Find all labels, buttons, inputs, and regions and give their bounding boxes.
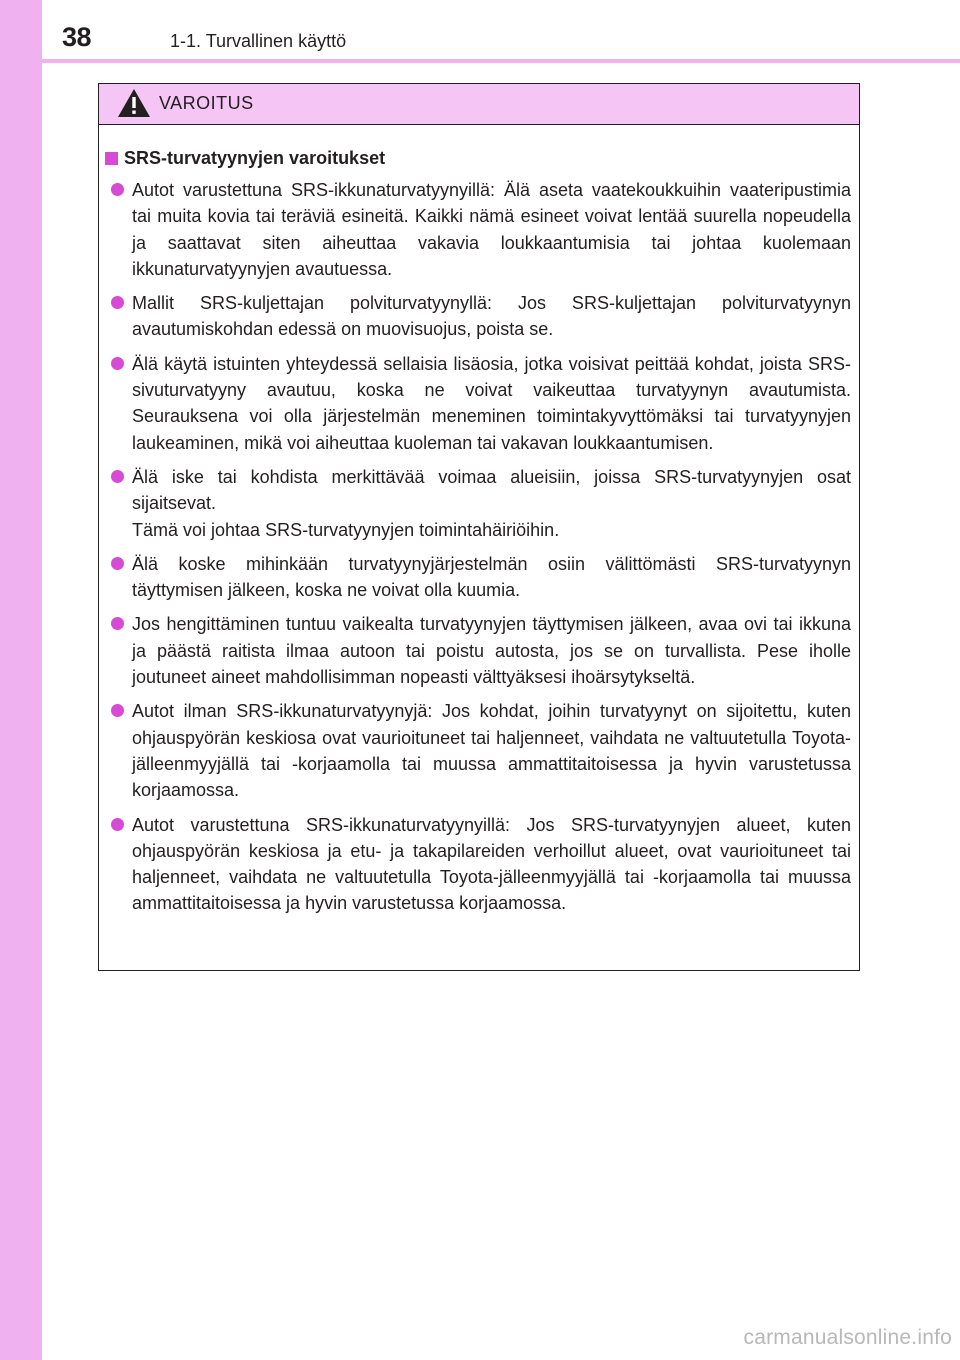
list-item-text: Autot varustettuna SRS-ikkunaturvatyynyillä: Älä aseta vaatekoukkuihin vaateripustimia tai muita kovia tai teräviä esineitä. Kaikki nämä esineet voivat lentää suurella nopeudella ja saattavat siten aiheuttaa vakavia loukkaantumisia tai johtaa kuolemaan ikkunaturvatyynyjen avautuessa. [132,180,851,279]
warning-body [99,125,859,917]
bullet-icon [111,296,124,309]
list-item-text: Autot varustettuna SRS-ikkunaturvatyynyillä: Jos SRS-turvatyynyjen alueet, kuten ohjauspyörän keskiosa ja etu- ja takapilareiden verhoillut alueet, ovat vaurioituneet tai haljenneet, vaihdata ne valtuutetulla Toyota-jälleenmyyjällä tai -korjaamolla tai muussa ammattitaitoisessa ja hyvin varustetussa korjaamossa. [132,814,851,914]
list-item-text: Älä iske tai kohdista merkittävää voimaa alueisiin, joissa SRS-turvatyynyjen osat sijaitsevat. Tämä voi johtaa SRS-turvatyynyjen toimintahäiriöihin. [132,466,851,540]
bullet-icon [111,183,124,196]
list-item-text: Älä käytä istuinten yhteydessä sellaisia lisäosia, jotka voisivat peittää kohdat, joista SRS-sivuturvatyyny avautuu, koska ne voivat vaikeuttaa turvatyynyn avautumista. Seurauksena voi olla järjestelmän meneminen toimintakyvyttömäksi tai turvatyynyjen laukeaminen, mikä voi aiheuttaa kuoleman tai vakavan loukkaantumisen. [132,353,851,453]
list-item [105,351,853,456]
side-tab-strip [0,0,42,1360]
list-item-text: Mallit SRS-kuljettajan polviturvatyynyllä: Jos SRS-kuljettajan polviturvatyynyn avautumiskohdan edessä on muovisuojus, poista se. [132,293,851,340]
header-rule [42,59,960,63]
warning-triangle-icon [117,88,151,118]
bullet-icon [111,557,124,570]
bullet-icon [111,357,124,370]
watermark-link[interactable]: carmanualsonline.info [743,1326,952,1349]
list-item [105,290,853,343]
warning-subheading-text: SRS-turvatyynyjen varoitukset [124,148,386,168]
warning-box [98,83,860,971]
bullet-icon [111,818,124,831]
list-item-text: Älä koske mihinkään turvatyynyjärjestelmän osiin välittömästi SRS-turvatyynyn täyttymisen jälkeen, koska ne voivat olla kuumia. [132,553,851,601]
list-item [105,551,853,604]
list-item [105,698,853,803]
page-number: 38 [62,22,92,52]
list-item [105,177,853,282]
warning-header [99,84,859,125]
warning-subheading [105,145,853,171]
warning-title: VAROITUS [159,93,254,113]
bullet-icon [111,617,124,630]
bullet-icon [111,704,124,717]
bullet-icon [111,470,124,483]
section-title: 1-1. Turvallinen käyttö [170,31,347,51]
square-bullet-icon [105,152,118,165]
list-item-text: Autot ilman SRS-ikkunaturvatyynyjä: Jos kohdat, joihin turvatyynyt on sijoitettu, kuten ohjauspyörän keskiosa ovat vaurioituneet tai haljenneet, vaihdata ne valtuutetulla Toyota-jälleenmyyjällä tai -korjaamolla tai muussa ammattitaitoisessa ja hyvin varustetussa korjaamossa. [132,701,851,801]
list-item [105,611,853,690]
list-item [105,464,853,543]
list-item-text: Jos hengittäminen tuntuu vaikealta turvatyynyjen täyttymisen jälkeen, avaa ovi tai ikkuna ja päästä raitista ilmaa autoon tai poistu autosta, jos se on turvallista. Pese iholle joutuneet aineet mahdollisimman nopeasti välttyäksesi ihoärsytykseltä. [132,614,851,688]
list-item [105,812,853,917]
